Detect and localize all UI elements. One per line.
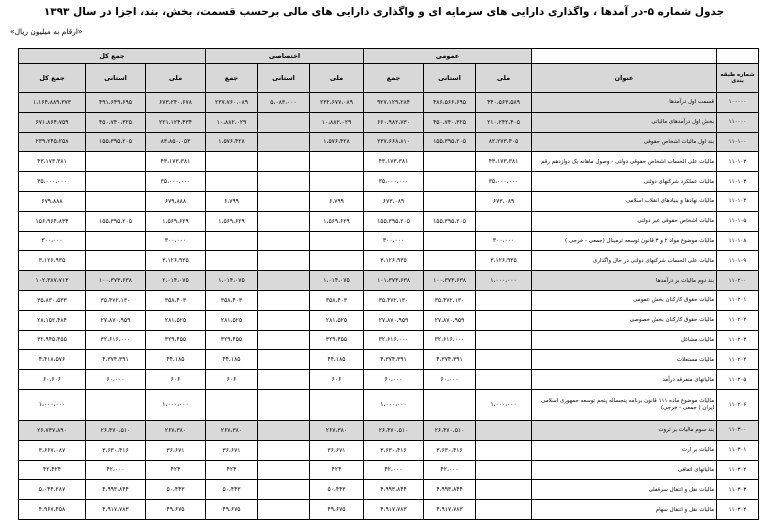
table-row [19,112,759,132]
public-national-cell [476,370,532,390]
header-blank-title [532,49,717,64]
special-provincial-cell [258,112,310,132]
table-row [19,93,759,113]
special-sum-cell: ۴۴،۱۸۵ [206,350,258,370]
row-title: مالیات عملکرد شرکتهای دولتی [532,172,717,192]
public-national-cell [476,420,532,440]
total-provincial-cell: ۱۰۰،۳۷۳،۶۳۸ [86,271,146,291]
public-provincial-cell: ۴،۹۹۳،۸۴۴ [424,480,476,500]
total-grand-cell: ۶۷۹،۸۸۸ [19,191,86,211]
header-code: شماره طبقه بندی [717,64,759,93]
special-sum-cell: ۲۸۱،۵۲۵ [206,310,258,330]
header-total-grand: جمع کل [19,64,86,93]
total-grand-cell: ۵،۰۴۴،۲۸۷ [19,480,86,500]
header-special: اختصاصی [206,49,364,64]
public-sum-cell: ۴،۹۱۷،۷۸۳ [364,500,424,520]
special-sum-cell [206,231,258,251]
special-provincial-cell [258,310,310,330]
total-provincial-cell: ۲۶،۴۷۰،۵۱۰ [86,420,146,440]
table-row [19,389,759,420]
table-row [19,290,759,310]
total-grand-cell: ۱۰۲،۳۸۷،۷۱۳ [19,271,86,291]
special-national-cell: ۴۴،۱۸۵ [310,350,364,370]
total-grand-cell: ۳،۱۲۶،۹۳۵ [19,251,86,271]
total-provincial-cell: ۳۲،۶۱۶،۰۰۰ [86,330,146,350]
special-sum-cell [206,152,258,172]
row-title: مالیات حقوق کارکنان بخش خصوصی [532,310,717,330]
public-provincial-cell: ۴۲،۰۰۰ [424,460,476,480]
special-national-cell: ۳۵۸،۴۰۳ [310,290,364,310]
public-provincial-cell: ۴۵۰،۷۴۰،۳۲۵ [424,112,476,132]
table-row [19,251,759,271]
header-special-sum: جمع [206,64,258,93]
total-provincial-cell [86,389,146,420]
total-national-cell: ۲،۰۱۴،۰۷۵ [146,271,206,291]
total-national-cell: ۲۶۷،۳۸۰ [146,420,206,440]
total-provincial-cell: ۴،۹۹۳،۸۴۴ [86,480,146,500]
total-grand-cell: ۴۳،۱۷۳،۳۸۱ [19,152,86,172]
total-provincial-cell: ۶۰،۰۰۰ [86,370,146,390]
special-sum-cell [206,172,258,192]
row-code: ۱۱۰۲۰۶ [717,389,759,420]
table-row [19,480,759,500]
special-sum-cell: ۲۶۷،۳۸۰ [206,420,258,440]
row-code: ۱۱۰۱۰۵ [717,211,759,231]
total-provincial-cell [86,152,146,172]
row-title: مالیات نقل و انتقال سرقفلی [532,480,717,500]
special-sum-cell: ۳۵۸،۴۰۳ [206,290,258,310]
total-national-cell: ۶۷۳،۲۴۰،۶۷۸ [146,93,206,113]
public-sum-cell: ۳۰۰،۰۰۰ [364,231,424,251]
total-grand-cell: ۶۰،۶۰۶ [19,370,86,390]
header-column-row [19,64,759,93]
total-grand-cell: ۳۵،۰۰۰،۰۰۰ [19,172,86,192]
public-sum-cell: ۳،۱۲۶،۹۳۵ [364,251,424,271]
total-grand-cell: ۴،۹۶۷،۴۵۸ [19,500,86,520]
public-national-cell: ۲۱۰،۲۴۲،۴۰۵ [476,112,532,132]
row-title: بند دوم مالیات بر درآمدها [532,271,717,291]
special-provincial-cell [258,389,310,420]
special-provincial-cell [258,480,310,500]
special-provincial-cell [258,172,310,192]
total-national-cell: ۲۸۱،۵۲۵ [146,310,206,330]
total-grand-cell: ۳،۶۶۷،۰۸۷ [19,440,86,460]
row-code: ۱۱۰۱۰۴ [717,191,759,211]
special-national-cell: ۲۳۲،۶۷۷،۰۸۹ [310,93,364,113]
row-title: مالیات علی الحساب اشخاص حقوقی دولتی - وصول ماهانه یک دوازدهم رقم [532,152,717,172]
total-grand-cell: ۴۲،۴۲۴ [19,460,86,480]
public-sum-cell: ۶۰،۰۰۰ [364,370,424,390]
total-provincial-cell [86,172,146,192]
total-grand-cell: ۶۷۱،۸۶۴،۷۵۹ [19,112,86,132]
public-sum-cell: ۶۶۰،۹۸۲،۷۳۰ [364,112,424,132]
public-national-cell: ۱،۰۰۰،۰۰۰ [476,389,532,420]
total-national-cell: ۳۵،۰۰۰،۰۰۰ [146,172,206,192]
public-sum-cell: ۹۲۷،۱۲۹،۲۸۴ [364,93,424,113]
header-public-national: ملی [476,64,532,93]
row-title: مالیات حقوق کارکنان بخش عمومی [532,290,717,310]
special-sum-cell: ۴۲۴ [206,460,258,480]
public-provincial-cell [424,231,476,251]
header-public-provincial: استانی [424,64,476,93]
table-body [19,93,759,520]
public-provincial-cell [424,251,476,271]
public-provincial-cell: ۱۵۵،۳۹۵،۲۰۵ [424,211,476,231]
public-sum-cell: ۶۷۳،۰۸۹ [364,191,424,211]
table-row [19,420,759,440]
special-national-cell: ۲۸۱،۵۲۵ [310,310,364,330]
row-code: ۱۱۰۲۰۵ [717,370,759,390]
row-title: بخش اول درآمدهای مالیاتی [532,112,717,132]
table-row [19,211,759,231]
total-grand-cell: ۳۲،۹۴۵،۴۵۵ [19,330,86,350]
special-national-cell: ۶۰۶ [310,370,364,390]
row-code: ۱۱۰۱۰۳ [717,172,759,192]
public-sum-cell: ۴،۳۷۴،۳۹۱ [364,350,424,370]
special-national-cell [310,152,364,172]
total-provincial-cell: ۳،۶۳۰،۴۱۶ [86,440,146,460]
row-code: ۱۱۰۳۰۳ [717,480,759,500]
row-code: ۱۱۰۲۰۱ [717,290,759,310]
table-row [19,350,759,370]
special-provincial-cell [258,420,310,440]
row-code: ۱۰۰۰۰۰ [717,93,759,113]
row-title: مالیات مستغلات [532,350,717,370]
total-grand-cell: ۴،۴۱۸،۵۷۶ [19,350,86,370]
public-provincial-cell [424,191,476,211]
special-sum-cell: ۶۰۶ [206,370,258,390]
public-provincial-cell: ۱۵۵،۳۹۵،۲۰۵ [424,132,476,152]
special-sum-cell: ۵۰،۴۴۳ [206,480,258,500]
total-grand-cell: ۳۵،۸۳۰،۵۳۳ [19,290,86,310]
row-code: ۱۱۰۲۰۲ [717,310,759,330]
special-sum-cell [206,389,258,420]
total-grand-cell: ۱،۰۰۰،۰۰۰ [19,389,86,420]
total-national-cell: ۴۹،۶۷۵ [146,500,206,520]
table-row [19,271,759,291]
row-title: مالیاتهای اتفاقی [532,460,717,480]
public-provincial-cell: ۴،۹۱۷،۷۸۳ [424,500,476,520]
public-sum-cell: ۴،۹۹۳،۸۴۴ [364,480,424,500]
special-provincial-cell [258,251,310,271]
special-national-cell: ۴۹،۶۷۵ [310,500,364,520]
total-grand-cell: ۲۳۹،۲۴۵،۲۵۸ [19,132,86,152]
row-code: ۱۱۰۲۰۰ [717,271,759,291]
table-row [19,152,759,172]
special-national-cell: ۳۶،۶۷۱ [310,440,364,460]
row-code: ۱۱۰۱۰۸ [717,231,759,251]
public-national-cell: ۳،۱۲۶،۹۳۵ [476,251,532,271]
public-sum-cell: ۲۳۷،۶۶۸،۸۱۰ [364,132,424,152]
header-total: جمع کل [19,49,206,64]
row-code: ۱۱۰۳۰۱ [717,440,759,460]
table-row [19,172,759,192]
public-national-cell: ۸۲،۲۷۳،۴۰۵ [476,132,532,152]
public-provincial-cell: ۳،۶۳۰،۴۱۶ [424,440,476,460]
total-grand-cell: ۳۰۰،۰۰۰ [19,231,86,251]
header-total-national: ملی [146,64,206,93]
row-title: مالیات بر ارث [532,440,717,460]
row-title: مالیات موضوع ماده ۱۱۱ قانون برنامه پنجساله پنجم توسعه جمهوری اسلامی ایران ( جمعی - خرجی) [532,389,717,420]
row-title: مالیات نهادها و بنیادهای انقلاب اسلامی [532,191,717,211]
table-row [19,231,759,251]
special-sum-cell: ۲۳۷،۷۶۰،۰۸۹ [206,93,258,113]
total-national-cell: ۳۲۹،۴۵۵ [146,330,206,350]
total-provincial-cell: ۲۷،۸۷۰،۹۵۹ [86,310,146,330]
special-national-cell [310,172,364,192]
public-national-cell [476,440,532,460]
total-provincial-cell: ۱۵۵،۳۹۵،۲۰۵ [86,211,146,231]
total-national-cell: ۳،۱۲۶،۹۳۵ [146,251,206,271]
table-row [19,460,759,480]
special-provincial-cell [258,370,310,390]
special-provincial-cell [258,500,310,520]
special-provincial-cell [258,460,310,480]
public-sum-cell: ۴۳،۱۷۳،۳۸۱ [364,152,424,172]
header-total-provincial: استانی [86,64,146,93]
public-national-cell [476,211,532,231]
public-national-cell [476,500,532,520]
row-title: مالیاتهای متفرقه درآمد [532,370,717,390]
public-national-cell [476,480,532,500]
public-sum-cell: ۳۵،۰۰۰،۰۰۰ [364,172,424,192]
special-provincial-cell [258,152,310,172]
row-title: مالیات موضوع مواد ۲ و ۳ قانون توسعه ترمینال (جمعی - خرجی ) [532,231,717,251]
total-grand-cell: ۱،۱۶۴،۸۸۹،۳۷۳ [19,93,86,113]
special-national-cell: ۳۲۹،۴۵۵ [310,330,364,350]
header-group-row [19,49,759,64]
total-national-cell: ۳۰۰،۰۰۰ [146,231,206,251]
header-special-provincial: استانی [258,64,310,93]
total-national-cell: ۴۳،۱۷۳،۳۸۱ [146,152,206,172]
special-provincial-cell [258,350,310,370]
public-provincial-cell [424,172,476,192]
table-row [19,330,759,350]
public-provincial-cell: ۳۵،۴۷۲،۱۳۰ [424,290,476,310]
public-sum-cell: ۲۶،۴۷۰،۵۱۰ [364,420,424,440]
special-provincial-cell [258,440,310,460]
total-national-cell: ۶۷۹،۸۸۸ [146,191,206,211]
public-provincial-cell: ۱۰۰،۳۷۳،۶۳۸ [424,271,476,291]
special-national-cell: ۱،۵۶۹،۶۲۹ [310,211,364,231]
total-national-cell: ۶۰۶ [146,370,206,390]
total-provincial-cell [86,191,146,211]
total-provincial-cell: ۱۵۵،۳۹۵،۲۰۵ [86,132,146,152]
public-sum-cell: ۱۰۱،۳۷۳،۶۳۸ [364,271,424,291]
public-sum-cell: ۳۵،۴۷۲،۱۳۰ [364,290,424,310]
total-national-cell: ۳۵۸،۴۰۳ [146,290,206,310]
public-national-cell [476,460,532,480]
public-national-cell: ۳۰۰،۰۰۰ [476,231,532,251]
total-national-cell: ۸۳،۸۵۰،۰۵۳ [146,132,206,152]
special-national-cell: ۵۰،۴۴۳ [310,480,364,500]
row-code: ۱۱۰۳۰۴ [717,500,759,520]
table-row [19,132,759,152]
total-provincial-cell [86,251,146,271]
public-sum-cell: ۳۲،۶۱۶،۰۰۰ [364,330,424,350]
total-grand-cell: ۲۸،۱۵۲،۴۸۴ [19,310,86,330]
header-title: عنوان [532,64,717,93]
public-sum-cell: ۱۵۵،۳۹۵،۲۰۵ [364,211,424,231]
revenue-table [18,48,759,520]
special-national-cell: ۴۲۴ [310,460,364,480]
total-provincial-cell: ۴،۹۱۷،۷۸۳ [86,500,146,520]
special-national-cell: ۱،۵۷۶،۴۲۸ [310,132,364,152]
public-provincial-cell: ۴،۳۷۴،۳۹۱ [424,350,476,370]
public-provincial-cell [424,152,476,172]
public-national-cell [476,310,532,330]
unit-note: «ارقام به میلیون ریال» [10,27,83,36]
total-provincial-cell: ۴۵۰،۷۴۰،۳۲۵ [86,112,146,132]
special-provincial-cell [258,231,310,251]
row-title: مالیات اشخاص حقوقی غیر دولتی [532,211,717,231]
total-national-cell: ۳۶،۶۷۱ [146,440,206,460]
header-public: عمومی [364,49,532,64]
row-code: ۱۱۰۲۰۳ [717,330,759,350]
table-row [19,310,759,330]
special-provincial-cell [258,330,310,350]
row-code: ۱۱۰۲۰۴ [717,350,759,370]
public-national-cell [476,330,532,350]
public-national-cell: ۳۵،۰۰۰،۰۰۰ [476,172,532,192]
total-national-cell: ۲۲۱،۱۲۴،۴۳۴ [146,112,206,132]
special-sum-cell: ۱،۵۷۶،۴۲۸ [206,132,258,152]
row-title: مالیات مشاغل [532,330,717,350]
special-sum-cell [206,251,258,271]
total-national-cell: ۱،۵۶۹،۶۲۹ [146,211,206,231]
row-title: مالیات نقل و انتقال سهام [532,500,717,520]
total-provincial-cell: ۴،۳۷۴،۳۹۱ [86,350,146,370]
total-national-cell: ۵۰،۴۴۳ [146,480,206,500]
table-row [19,440,759,460]
row-code: ۱۱۰۳۰۲ [717,460,759,480]
header-blank-code [717,49,759,64]
special-national-cell: ۲۶۷،۳۸۰ [310,420,364,440]
total-grand-cell: ۱۵۶،۹۶۴،۸۳۴ [19,211,86,231]
total-provincial-cell: ۳۵،۴۷۲،۱۳۰ [86,290,146,310]
special-national-cell [310,389,364,420]
special-national-cell: ۱،۰۱۴،۰۷۵ [310,271,364,291]
table-row [19,191,759,211]
public-sum-cell: ۱،۰۰۰،۰۰۰ [364,389,424,420]
total-grand-cell: ۲۶،۷۳۷،۸۹۰ [19,420,86,440]
public-provincial-cell [424,389,476,420]
row-code: ۱۱۰۳۰۰ [717,420,759,440]
page-title: جدول شماره ۵-در آمدها ، واگذاری دارایی های سرمایه ای و واگذاری دارایی های مالی برحسب قسمت، بخش، بند، اجزا در سال ۱۳۹۳ [43,6,725,18]
total-national-cell: ۴۴،۱۸۵ [146,350,206,370]
total-provincial-cell: ۴۹۱،۶۴۹،۶۹۵ [86,93,146,113]
special-national-cell: ۶،۷۹۹ [310,191,364,211]
public-provincial-cell: ۲۶،۴۷۰،۵۱۰ [424,420,476,440]
public-provincial-cell: ۲۷،۸۷۰،۹۵۹ [424,310,476,330]
public-national-cell: ۱،۰۰۰،۰۰۰ [476,271,532,291]
total-provincial-cell: ۴۲،۰۰۰ [86,460,146,480]
special-provincial-cell [258,132,310,152]
row-code: ۱۱۰۱۰۰ [717,132,759,152]
table-row [19,500,759,520]
total-national-cell: ۴۲۴ [146,460,206,480]
special-provincial-cell [258,290,310,310]
special-sum-cell: ۶،۷۹۹ [206,191,258,211]
special-sum-cell: ۱۰،۸۸۲،۰۲۹ [206,112,258,132]
special-sum-cell: ۳۶،۶۷۱ [206,440,258,460]
public-sum-cell: ۲۷،۸۷۰،۹۵۹ [364,310,424,330]
public-provincial-cell: ۴۸۶،۵۶۶،۶۹۵ [424,93,476,113]
special-sum-cell: ۳۲۹،۴۵۵ [206,330,258,350]
special-provincial-cell [258,191,310,211]
public-provincial-cell: ۶۰،۰۰۰ [424,370,476,390]
header-special-national: ملی [310,64,364,93]
special-national-cell [310,251,364,271]
row-title: مالیات علی الحساب شرکتهای دولتی در حال واگذاری [532,251,717,271]
public-provincial-cell: ۳۲،۶۱۶،۰۰۰ [424,330,476,350]
row-title: قسمت اول درآمدها [532,93,717,113]
header-public-sum: جمع [364,64,424,93]
special-sum-cell: ۱،۰۱۴،۰۷۵ [206,271,258,291]
public-sum-cell: ۴۲،۰۰۰ [364,460,424,480]
public-national-cell: ۶۷۳،۰۸۹ [476,191,532,211]
special-national-cell: ۱۰،۸۸۲،۰۲۹ [310,112,364,132]
row-code: ۱۱۰۱۰۲ [717,152,759,172]
public-national-cell: ۴۳،۱۷۳،۳۸۱ [476,152,532,172]
row-title: بند اول مالیات اشخاص حقوقی [532,132,717,152]
special-sum-cell: ۱،۵۶۹،۶۲۹ [206,211,258,231]
row-title: بند سوم مالیات بر ثروت [532,420,717,440]
special-national-cell [310,231,364,251]
public-national-cell: ۴۴۰،۵۶۳،۵۸۹ [476,93,532,113]
row-code: ۱۱۰۰۰۰ [717,112,759,132]
special-provincial-cell [258,211,310,231]
total-national-cell: ۱،۰۰۰،۰۰۰ [146,389,206,420]
public-national-cell [476,290,532,310]
public-sum-cell: ۳،۶۳۰،۴۱۶ [364,440,424,460]
table-row [19,370,759,390]
special-sum-cell: ۴۹،۶۷۵ [206,500,258,520]
total-provincial-cell [86,231,146,251]
special-provincial-cell: ۵،۰۸۳،۰۰۰ [258,93,310,113]
public-national-cell [476,350,532,370]
row-code: ۱۱۰۱۰۹ [717,251,759,271]
special-provincial-cell [258,271,310,291]
